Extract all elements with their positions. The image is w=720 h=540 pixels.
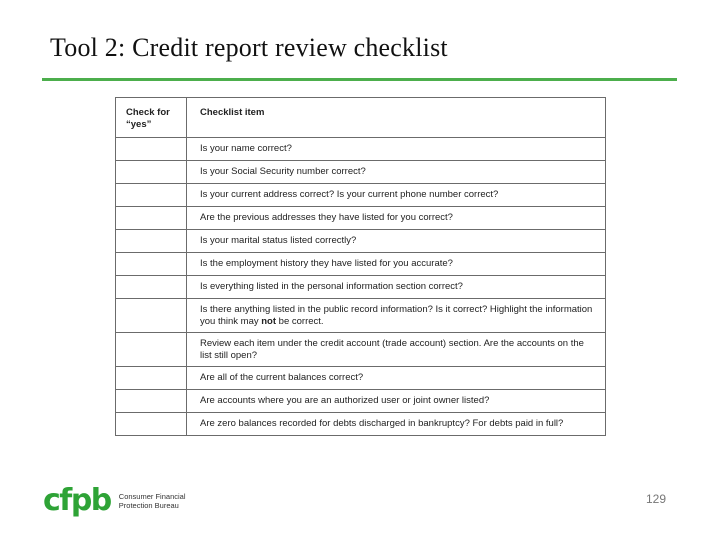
checklist-table: [115, 97, 606, 436]
check-cell[interactable]: [116, 367, 187, 390]
logo-mark: cfpb: [43, 483, 111, 518]
logo-text: [119, 492, 186, 510]
item-text-post: be correct.: [276, 315, 324, 327]
table-row: [116, 413, 606, 436]
item-text-pre: Is there anything listed in the public record information? Is it correct? Highlight the information you think may: [200, 303, 593, 327]
checklist-item: Are zero balances recorded for debts discharged in bankruptcy? For debts paid in full?: [187, 413, 606, 436]
cfpb-logo: [43, 483, 186, 518]
check-cell[interactable]: [116, 230, 187, 253]
table-row: [116, 390, 606, 413]
checklist-item: Is everything listed in the personal information section correct?: [187, 276, 606, 299]
title-divider: [42, 78, 677, 81]
check-cell[interactable]: [116, 333, 187, 367]
table-row: [116, 299, 606, 333]
logo-line-2: Protection Bureau: [118, 501, 179, 510]
check-cell[interactable]: [116, 299, 187, 333]
check-cell[interactable]: [116, 207, 187, 230]
check-cell[interactable]: [116, 390, 187, 413]
table-row: [116, 184, 606, 207]
table-row: [116, 161, 606, 184]
check-cell[interactable]: [116, 413, 187, 436]
check-cell[interactable]: [116, 184, 187, 207]
checklist-item: Are the previous addresses they have listed for you correct?: [187, 207, 606, 230]
slide-title: Tool 2: Credit report review checklist: [50, 33, 448, 62]
check-cell[interactable]: [116, 253, 187, 276]
checklist-item: Review each item under the credit account (trade account) section. Are the accounts on the list still open?: [187, 333, 606, 367]
page-number: 129: [646, 492, 667, 506]
check-cell[interactable]: [116, 138, 187, 161]
logo-line-1: Consumer Financial: [118, 492, 186, 501]
checklist-item: Is your marital status listed correctly?: [187, 230, 606, 253]
checklist-item: Are all of the current balances correct?: [187, 367, 606, 390]
checklist-item: Are accounts where you are an authorized user or joint owner listed?: [187, 390, 606, 413]
table-row: [116, 207, 606, 230]
table-row: [116, 367, 606, 390]
checklist-item: Is your current address correct? Is your current phone number correct?: [187, 184, 606, 207]
table-row: [116, 138, 606, 161]
checklist-item: Is your Social Security number correct?: [187, 161, 606, 184]
table-header-row: [116, 98, 606, 138]
table-row: [116, 276, 606, 299]
checklist-item: Is the employment history they have listed for you accurate?: [187, 253, 606, 276]
checklist-item: [187, 299, 606, 333]
check-cell[interactable]: [116, 161, 187, 184]
check-cell[interactable]: [116, 276, 187, 299]
table-row: [116, 333, 606, 367]
checklist-item: Is your name correct?: [187, 138, 606, 161]
header-check-for-yes: Check for “yes”: [116, 98, 187, 138]
item-text-bold: not: [261, 315, 277, 327]
table-row: [116, 230, 606, 253]
table-row: [116, 253, 606, 276]
header-checklist-item: Checklist item: [187, 98, 606, 138]
